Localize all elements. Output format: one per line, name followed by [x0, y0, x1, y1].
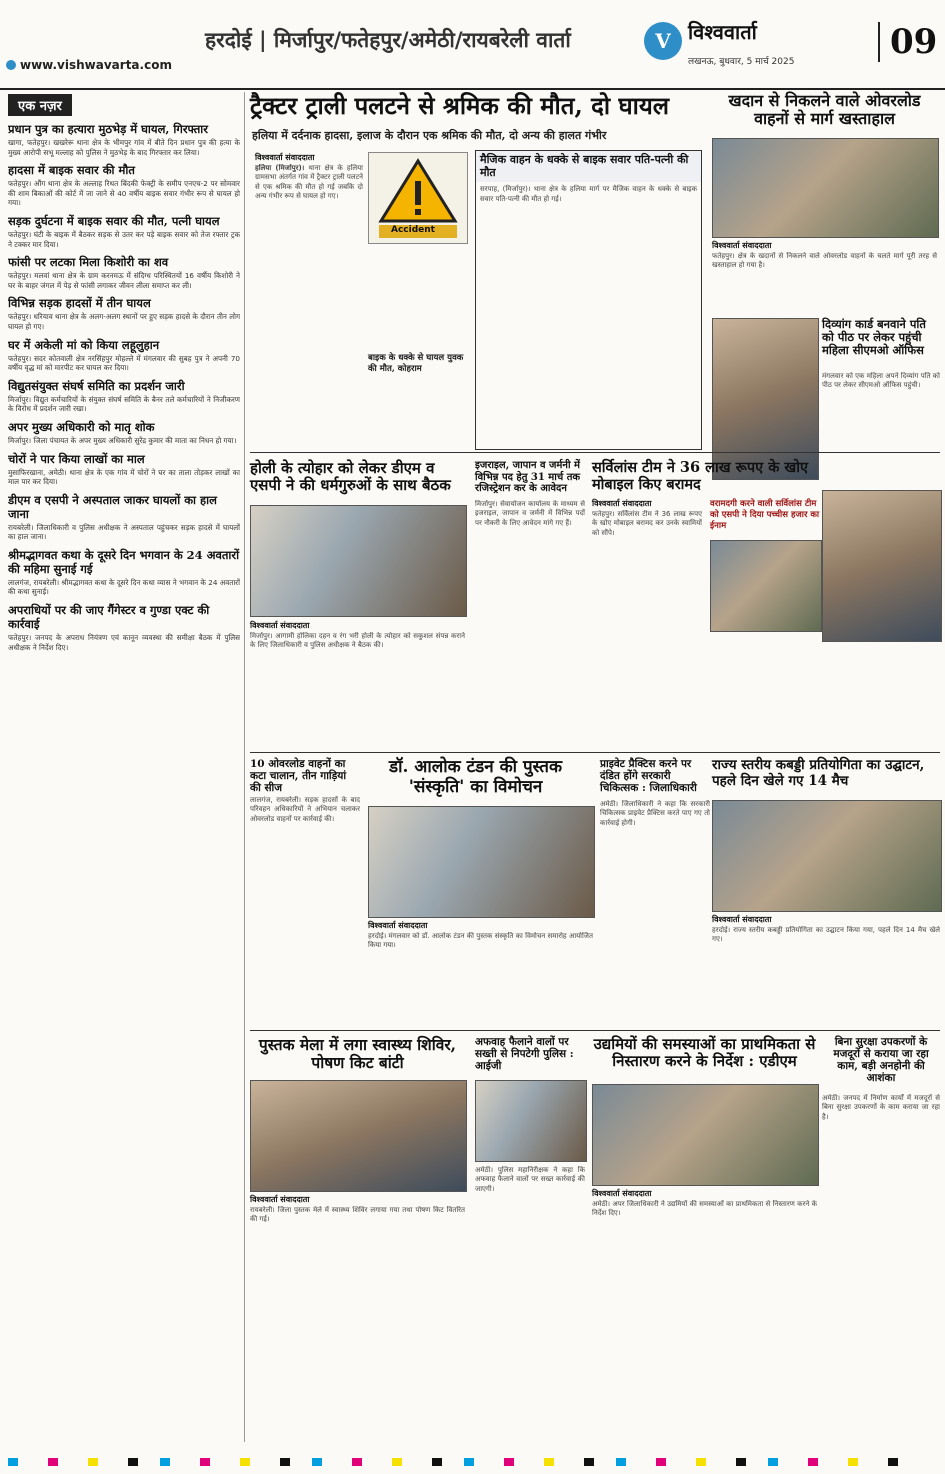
health-headline: पुस्तक मेला में लगा स्वास्थ्य शिविर, पोषण किट बांटी: [258, 1035, 457, 1072]
brief-body: फतेहपुर। जनपद के अपराध नियंत्रण एवं कानून व्यवस्था की समीक्षा बैठक में पुलिस अधीक्षक ने निर्देश दिए।: [8, 633, 240, 652]
registration-mark: [888, 1458, 898, 1466]
divyang-photo: [712, 318, 819, 480]
ek-nazar-label: एक नज़र: [8, 94, 72, 116]
registration-mark: [160, 1458, 170, 1466]
brief-body: रायबरेली। जिलाधिकारी व पुलिस अधीक्षक ने अस्पताल पहुंचकर सड़क हादसे में घायलों का हाल जाना।: [8, 522, 240, 542]
registration-mark: [432, 1458, 442, 1466]
brief-headline: अपराधियों पर की जाए गैंगेस्टर व गुण्डा एक्ट की कार्रवाई: [8, 603, 210, 632]
brief-headline: विभिन्न सड़क हादसों में तीन घायल: [8, 296, 151, 311]
industry-photo: [592, 1084, 819, 1186]
holi-byline: विश्ववार्ता संवाददाता: [250, 621, 310, 630]
registration-mark: [464, 1458, 474, 1466]
health-byline: विश्ववार्ता संवाददाता: [250, 1195, 310, 1204]
lead-subhead: हलिया में दर्दनाक हादसा, इलाज के दौरान एक श्रमिक की मौत, दो अन्य की हालत गंभीर: [252, 129, 607, 142]
brief-headline: डीएम व एसपी ने अस्पताल जाकर घायलों का हाल जाना: [8, 492, 217, 521]
brief-body: खागा, फतेहपुर। खखरेरू थाना क्षेत्र के भीमपुर गांव में बीते दिन प्रधान पुत्र की हत्या के मुख्य आरोपी सभू मल्लाह को पुलिस ने मुठभेड़ के बाद गिरफ्तार कर लिया।: [8, 138, 240, 157]
registration-mark: [848, 1458, 858, 1466]
workers-body: अमेठी। जनपद में निर्माण कार्यों में मजदूरों से बिना सुरक्षा उपकरणों के काम कराया जा रहा है।: [822, 1094, 940, 1121]
israel-headline: इजराइल, जापान व जर्मनी में विभिन्न पद हेतु 31 मार्च तक रजिस्ट्रेशन कर के आवेदन: [475, 460, 581, 494]
challan-headline: 10 ओवरलोड वाहनों का कटा चालान, तीन गाड़ियां की सीज: [250, 758, 347, 795]
masthead: [0, 0, 945, 90]
brief-headline: विद्युतसंयुक्त संघर्ष समिति का प्रदर्शन जारी: [8, 378, 185, 393]
brief-headline: चोरों ने पार किया लाखों का माल: [8, 451, 145, 466]
registration-mark: [128, 1458, 138, 1466]
industry-byline: विश्ववार्ता संवाददाता: [592, 1189, 652, 1198]
registration-mark: [656, 1458, 666, 1466]
brief-body: मिर्जापुर। विद्युत कर्मचारियों के संयुक्त संघर्ष समिति के बैनर तले कर्मचारियों ने निजीकरण के विरोध में प्रदर्शन जारी रखा।: [8, 394, 240, 414]
quarry-byline: विश्ववार्ता संवाददाता: [712, 241, 772, 250]
registration-mark: [584, 1458, 594, 1466]
side-story-box: [475, 150, 702, 450]
registration-mark: [88, 1458, 98, 1466]
lead-dateline: हलिया (मिर्जापुर)।: [255, 164, 305, 172]
kabaddi-byline: विश्ववार्ता संवाददाता: [712, 915, 772, 924]
page-number: 09: [878, 22, 937, 62]
surveillance-tag: वरामदगी करने वाली सर्विलांस टीम को एसपी ने दिया पच्चीस हजार का ईनाम: [710, 499, 820, 531]
logo-icon: V: [644, 22, 682, 60]
quarry-photo: [712, 138, 939, 238]
brief-body: फतेहपुर। मलवां थाना क्षेत्र के ग्राम करनमऊ में संदिग्ध परिस्थितयों 16 वर्षीय किशोरी ने घर के बाहर जंगल में पेड़ से फांसी लगाकर जीवन लीला समाप्त कर ली।: [8, 271, 240, 290]
kabaddi-photo: [712, 800, 942, 912]
surveillance-headline: सर्विलांस टीम ने 36 लाख रूपए के खोए मोबाइल किए बरामद: [592, 459, 809, 493]
rumor-headline: अफवाह फैलाने वालों पर सख्ती से निपटेगी पुलिस : आईजी: [475, 1036, 574, 1073]
website-url[interactable]: www.vishwavarta.com: [20, 58, 172, 72]
brief-headline: अपर मुख्य अधिकारी को मातृ शोक: [8, 419, 155, 434]
registration-mark: [392, 1458, 402, 1466]
private-practice-headline: प्राइवेट प्रैक्टिस करने पर दंडित होंगे सरकारी चिकित्सक : जिलाधिकारी: [600, 758, 697, 795]
lead-headline: ट्रैक्टर ट्राली पलटने से श्रमिक की मौत, दो घायल: [250, 91, 670, 120]
date-line: लखनऊ, बुधवार, 5 मार्च 2025: [688, 57, 795, 67]
second-lead-headline: बाइक के धक्के से घायल युवक की मौत, कोहराम: [368, 353, 464, 374]
registration-mark: [768, 1458, 778, 1466]
registration-mark: [736, 1458, 746, 1466]
paper-name: विश्ववार्ता: [688, 20, 757, 44]
side-story-headline: मैजिक वाहन के धक्के से बाइक सवार पति-पत्नी की मौत: [476, 151, 701, 182]
book-byline: विश्ववार्ता संवाददाता: [368, 921, 428, 930]
registration-mark: [616, 1458, 626, 1466]
brief-headline: फांसी पर लटका मिला किशोरी का शव: [8, 255, 169, 270]
brief-body: मिर्जापुर। जिला पंचायत के अपर मुख्य अधिकारी सुरेंद्र कुमार की माता का निधन हो गया।: [8, 435, 237, 445]
challan-body: लालगंज, रायबरेली। सड़क हादसों के बाद परिवहन अधिकारियों ने अभियान चलाकर ओवरलोड वाहनों पर कार्रवाई की।: [250, 796, 360, 823]
holi-headline: होली के त्योहार को लेकर डीएम व एसपी ने की धर्मगुरुओं के साथ बैठक: [250, 459, 451, 495]
registration-mark: [312, 1458, 322, 1466]
brief-headline: सड़क दुर्घटना में बाइक सवार की मौत, पत्नी घायल: [8, 213, 220, 228]
lead-body: थाना क्षेत्र के हलिया ग्रामसभा अंतर्गत गांव में ट्रैक्टर ट्राली पलटने से एक श्रमिक की मौत हो गई जबकि दो अन्य गंभीर रूप से घायल हो गए।: [255, 164, 363, 201]
registration-mark: [240, 1458, 250, 1466]
rumor-photo: [475, 1080, 587, 1162]
industry-body: अमेठी। अपर जिलाधिकारी ने उद्यमियों की समस्याओं का प्राथमिकता से निस्तारण करने के निर्देश दिए।: [592, 1200, 817, 1218]
section-rule: [250, 1030, 940, 1031]
registration-mark: [48, 1458, 58, 1466]
health-photo: [250, 1080, 467, 1192]
brief-headline: श्रीमद्भागवत कथा के दूसरे दिन भगवान के 24 अवतारों की महिमा सुनाई गई: [8, 547, 240, 576]
workers-headline: बिना सुरक्षा उपकरणों के मजदूरों से कराया जा रहा काम, बड़ी अनहोनी की आशंका: [833, 1036, 929, 1085]
registration-mark: [808, 1458, 818, 1466]
surveillance-body: फतेहपुर। सर्विलांस टीम ने 36 लाख रूपए के खोए मोबाइल बरामद कर उनके स्वामियों को सौंपे।: [592, 510, 702, 537]
registration-mark: [504, 1458, 514, 1466]
registration-mark: [200, 1458, 210, 1466]
column-divider: [244, 92, 245, 1442]
brief-headline: हादसा में बाइक सवार की मौत: [8, 163, 135, 178]
brief-body: फतेहपुर। धरियाव थाना क्षेत्र के अलग-अलग स्थानों पर हुए सड़क हादसे के दौरान तीन लोग घायल हो गए।: [8, 312, 240, 331]
brief-body: फतेहपुर। सदर कोतवाली क्षेत्र नरसिंहपुर मोहल्ले में मंगलवार की सुबह पुत्र ने अपनी 70 वर्षीय वृद्ध मां को मारपीट कर घायल कर दिया।: [8, 353, 240, 373]
holi-photo: [250, 505, 467, 617]
accident-illustration: [368, 152, 468, 244]
book-headline: डॉ. आलोक टंडन की पुस्तक 'संस्कृति' का विमोचन: [388, 757, 563, 797]
globe-icon: [6, 60, 16, 70]
brief-body: फतेहपुर। घंटी के बाइक में बैठकर सड़क से उतर कर पड़े बाइक सवार को तेज रफ्तार ट्रक ने टक्कर मार दिया।: [8, 229, 240, 249]
divyang-woman-photo: [822, 490, 942, 642]
holi-body: मिर्जापुर। आगामी होलिका दहन व रंग भरी होली के त्योहार को सकुशल संपन्न कराने के लिए जिलाधिकारी व पुलिस अधीक्षक ने बैठक की।: [250, 632, 465, 650]
surveillance-byline: विश्ववार्ता संवाददाता: [592, 499, 652, 508]
registration-mark: [8, 1458, 18, 1466]
brief-body: मुसाफिरखाना, अमेठी। थाना क्षेत्र के एक गांव में चोरों ने घर का ताला तोड़कर लाखों का माल पार कर दिया।: [8, 467, 240, 487]
brief-body: लालगंज, रायबरेली। श्रीमद्भागवत कथा के दूसरे दिन कथा व्यास ने भगवान के 24 अवतारों की कथा सुनाई।: [8, 577, 240, 597]
book-body: हरदोई। मंगलवार को डॉ. आलोक टंडन की पुस्तक संस्कृति का विमोचन समारोह आयोजित किया गया।: [368, 932, 593, 950]
color-registration-strip: [8, 1458, 938, 1466]
quarry-headline: खदान से निकलने वाले ओवरलोड वाहनों से मार्ग खस्ताहाल: [728, 91, 921, 129]
section-rule: [250, 752, 940, 753]
brief-body: फतेहपुर। औंग थाना क्षेत्र के अल्लाह रिथत बिंदकी फेक्ट्री के समीप एनएच-2 पर सोमवार की शाम बिकाओं की कोर्ट में जा जाने से 40 वर्षीय बाइक सवार गंभीर रूप से घायल हो गया।: [8, 179, 240, 208]
israel-body: मिर्जापुर। सेवायोजन कार्यालय के माध्यम से इजराइल, जापान व जर्मनी में विभिन्न पदों पर नौकरी के लिए आवेदन मांगे गए हैं।: [475, 500, 585, 527]
brief-headline: प्रधान पुत्र का हत्यारा मुठभेड़ में घायल, गिरफ्तार: [8, 122, 208, 136]
industry-headline: उद्यमियों की समस्याओं का प्राथमिकता से निस्तारण करने के निर्देश : एडीएम: [593, 1035, 816, 1071]
surveillance-photo: [710, 540, 822, 632]
lead-byline: विश्ववार्ता संवाददाता: [255, 153, 315, 162]
left-column-ek-nazar: [8, 94, 240, 1440]
section-rule: [250, 452, 940, 453]
registration-mark: [280, 1458, 290, 1466]
health-body: रायबरेली। जिला पुस्तक मेले में स्वास्थ्य शिविर लगाया गया तथा पोषण किट वितरित की गई।: [250, 1206, 465, 1224]
book-photo: [368, 806, 595, 918]
registration-mark: [352, 1458, 362, 1466]
kabaddi-headline: राज्य स्तरीय कबड्डी प्रतियोगिता का उद्घाटन, पहले दिन खेले गए 14 मैच: [712, 757, 925, 789]
divyang-headline: दिव्यांग कार्ड बनवाने पति को पीठ पर लेकर पहुंची महिला सीएमओ ऑफिस: [822, 317, 926, 358]
lead-body-col1: [255, 164, 363, 464]
registration-mark: [544, 1458, 554, 1466]
divyang-body: मंगलवार को एक महिला अपने दिव्यांग पति को पीठ पर लेकर सीएमओ ऑफिस पहुंची।: [822, 372, 940, 390]
quarry-body: फतेहपुर। क्षेत्र के खदानों से निकलने वाले ओवरलोड वाहनों के चलते मार्ग पूरी तरह से खस्ताहाल हो गया है।: [712, 252, 937, 270]
side-story-body: सरपाह, (मिर्जापुर)। थाना क्षेत्र के हलिया मार्ग पर मैजिक वाहन के धक्के से बाइक सवार पति-पत्नी की मौत हो गई।: [480, 185, 697, 203]
rumor-body: अमेठी। पुलिस महानिरीक्षक ने कहा कि अफवाह फैलाने वालों पर सख्त कार्रवाई की जाएगी।: [475, 1166, 585, 1193]
private-practice-body: अमेठी। जिलाधिकारी ने कहा कि सरकारी चिकित्सक प्राइवेट प्रैक्टिस करते पाए गए तो कार्रवाई होगी।: [600, 800, 710, 827]
kabaddi-body: हरदोई। राज्य स्तरीय कबड्डी प्रतियोगिता का उद्घाटन किया गया, पहले दिन 14 मैच खेले गए।: [712, 926, 940, 944]
registration-mark: [696, 1458, 706, 1466]
brief-headline: घर में अकेली मां को किया लहूलुहान: [8, 337, 160, 352]
accident-label: Accident: [391, 225, 435, 235]
section-title: हरदोई | मिर्जापुर/फतेहपुर/अमेठी/रायबरेली वार्ता: [205, 27, 571, 52]
